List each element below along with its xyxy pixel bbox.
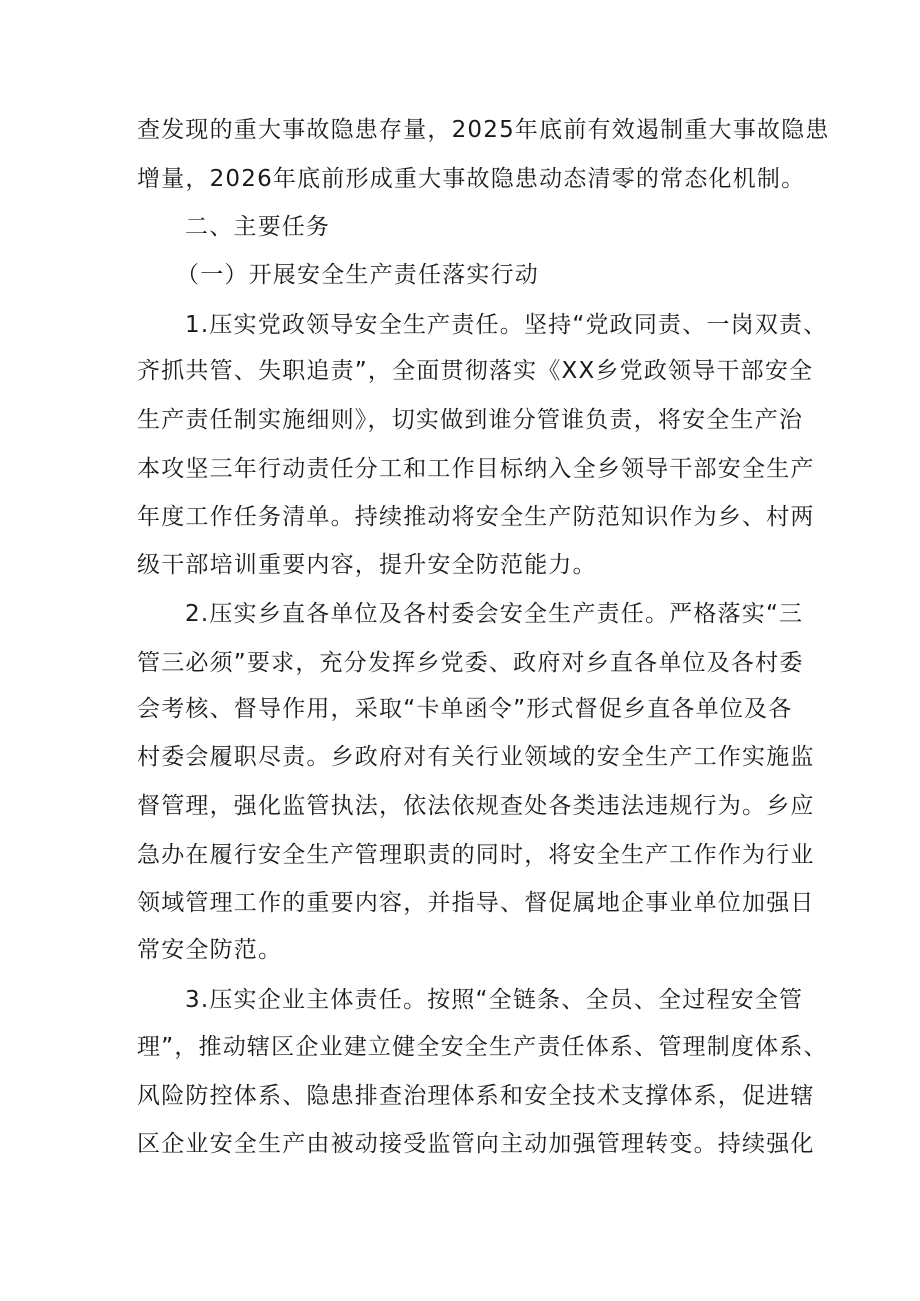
- body-text-line: 督管理，强化监管执法，依法依规查处各类违法违规行为。乡应: [137, 793, 815, 819]
- body-text-line: 会考核、督导作用，采取“卡单函令”形式督促乡直各单位及各: [137, 696, 793, 722]
- body-text-line: 齐抓共管、失职追责”，全面贯彻落实《XX乡党政领导干部安全: [137, 358, 814, 384]
- paragraph-start-line: 1.压实党政领导安全生产责任。坚持“党政同责、一岗双责、: [185, 312, 828, 338]
- subsection-heading: （一）开展安全生产责任落实行动: [176, 262, 539, 288]
- section-heading: 二、主要任务: [185, 214, 331, 240]
- paragraph-start-line: 3.压实企业主体责任。按照“全链条、全员、全过程安全管: [185, 987, 804, 1013]
- body-text-line: 急办在履行安全生产管理职责的同时，将安全生产工作作为行业: [137, 842, 815, 868]
- body-text-line: 级干部培训重要内容，提升安全防范能力。: [137, 552, 597, 578]
- body-text-line: 理”，推动辖区企业建立健全安全生产责任体系、管理制度体系、: [137, 1034, 828, 1060]
- body-text-line: 管三必须”要求，充分发挥乡党委、政府对乡直各单位及各村委: [137, 650, 804, 676]
- body-text-line: 查发现的重大事故隐患存量，2025年底前有效遏制重大事故隐患: [137, 117, 830, 143]
- body-text-line: 年度工作任务清单。持续推动将安全生产防范知识作为乡、村两: [137, 504, 815, 530]
- body-text-line: 区企业安全生产由被动接受监管向主动加强管理转变。持续强化: [137, 1131, 815, 1157]
- body-text-line: 生产责任制实施细则》，切实做到谁分管谁负责，将安全生产治: [137, 407, 804, 433]
- body-text-line: 常安全防范。: [137, 937, 283, 963]
- body-text-line: 领域管理工作的重要内容，并指导、督促属地企事业单位加强日: [137, 890, 815, 916]
- body-text-line: 本攻坚三年行动责任分工和工作目标纳入全乡领导干部安全生产: [137, 456, 815, 482]
- paragraph-start-line: 2.压实乡直各单位及各村委会安全生产责任。严格落实“三: [185, 601, 804, 627]
- body-text-line: 村委会履职尽责。乡政府对有关行业领域的安全生产工作实施监: [137, 744, 815, 770]
- body-text-line: 增量，2026年底前形成重大事故隐患动态清零的常态化机制。: [137, 166, 806, 192]
- body-text-line: 风险防控体系、隐患排查治理体系和安全技术支撑体系，促进辖: [137, 1083, 815, 1109]
